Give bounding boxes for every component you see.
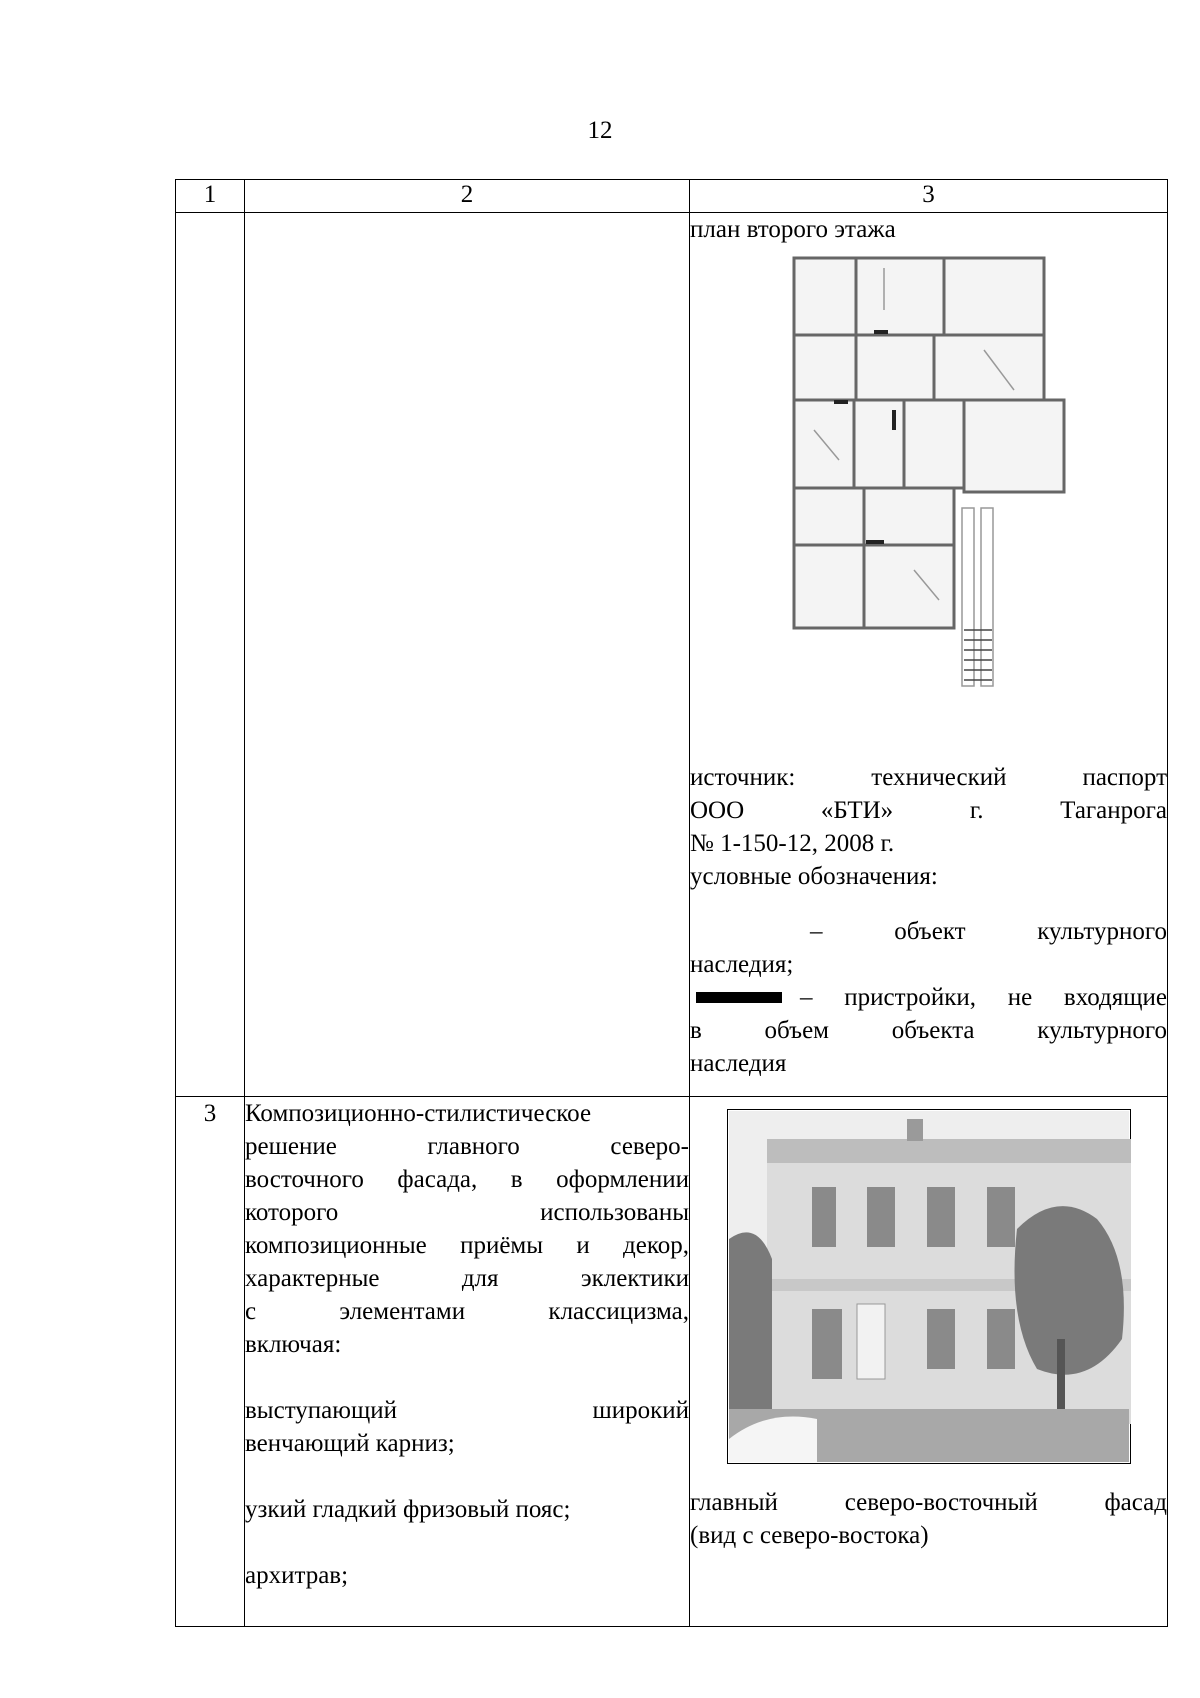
feature-item-cornice: выступающий широкий — [245, 1397, 689, 1424]
illustration-cell — [690, 213, 1168, 1097]
source-text — [690, 761, 1167, 860]
source-line: № 1-150-12, 2008 г. — [690, 830, 895, 857]
header-col-1: 1 — [176, 180, 245, 213]
heritage-table — [175, 179, 1168, 1627]
feature-item-cornice: венчающий карниз; — [245, 1430, 455, 1457]
plan-caption: план второго этажа — [690, 216, 896, 243]
legend-extensions-text: в объем объекта культурного — [690, 1017, 1167, 1044]
header-col-3: 3 — [690, 180, 1168, 213]
description-line: которого использованы — [245, 1199, 689, 1226]
table-row-floor-plan — [176, 213, 1168, 1097]
legend-extensions-text: наследия — [690, 1050, 787, 1077]
page-number: 12 — [587, 117, 613, 144]
description-line: включая: — [245, 1331, 342, 1358]
header-col-2: 2 — [245, 180, 690, 213]
photo-caption-line: (вид с северо-востока) — [690, 1522, 929, 1549]
photo-caption-line: главный северо-восточный фасад — [690, 1489, 1167, 1516]
description-line: композиционные приёмы и декор, — [245, 1232, 689, 1259]
description-line: характерные для эклектики — [245, 1265, 689, 1292]
table-row-3 — [176, 1097, 1168, 1627]
legend-item-heritage — [690, 915, 1167, 948]
legend-title: условные обозначения: — [690, 863, 938, 890]
description-line: решение главного северо- — [245, 1133, 689, 1160]
row-number: 3 — [176, 1097, 245, 1627]
legend-heritage-swatch — [690, 927, 810, 937]
legend-item-extensions — [690, 981, 1167, 1014]
illustration-cell — [690, 1097, 1168, 1627]
second-floor-plan-image — [784, 250, 1074, 728]
feature-item-frieze: узкий гладкий фризовый пояс; — [245, 1496, 571, 1523]
row-number-cell — [176, 213, 245, 1097]
legend-heritage-text: – объект культурного — [810, 918, 1167, 945]
description-cell — [245, 213, 690, 1097]
legend-extensions-swatch — [696, 992, 782, 1003]
table-header-row — [176, 180, 1168, 213]
source-line: источник: технический паспорт — [690, 764, 1167, 791]
description-line: восточного фасада, в оформлении — [245, 1166, 689, 1193]
facade-photo — [727, 1109, 1131, 1464]
source-line: ООО «БТИ» г. Таганрога — [690, 797, 1167, 824]
legend-heritage-text: наследия; — [690, 951, 794, 978]
description-cell — [245, 1097, 690, 1627]
description-line: Композиционно-стилистическое — [245, 1100, 592, 1127]
legend-extensions-text: – пристройки, не входящие — [800, 984, 1167, 1011]
description-line: с элементами классицизма, — [245, 1298, 689, 1325]
feature-item-architrave: архитрав; — [245, 1562, 349, 1589]
